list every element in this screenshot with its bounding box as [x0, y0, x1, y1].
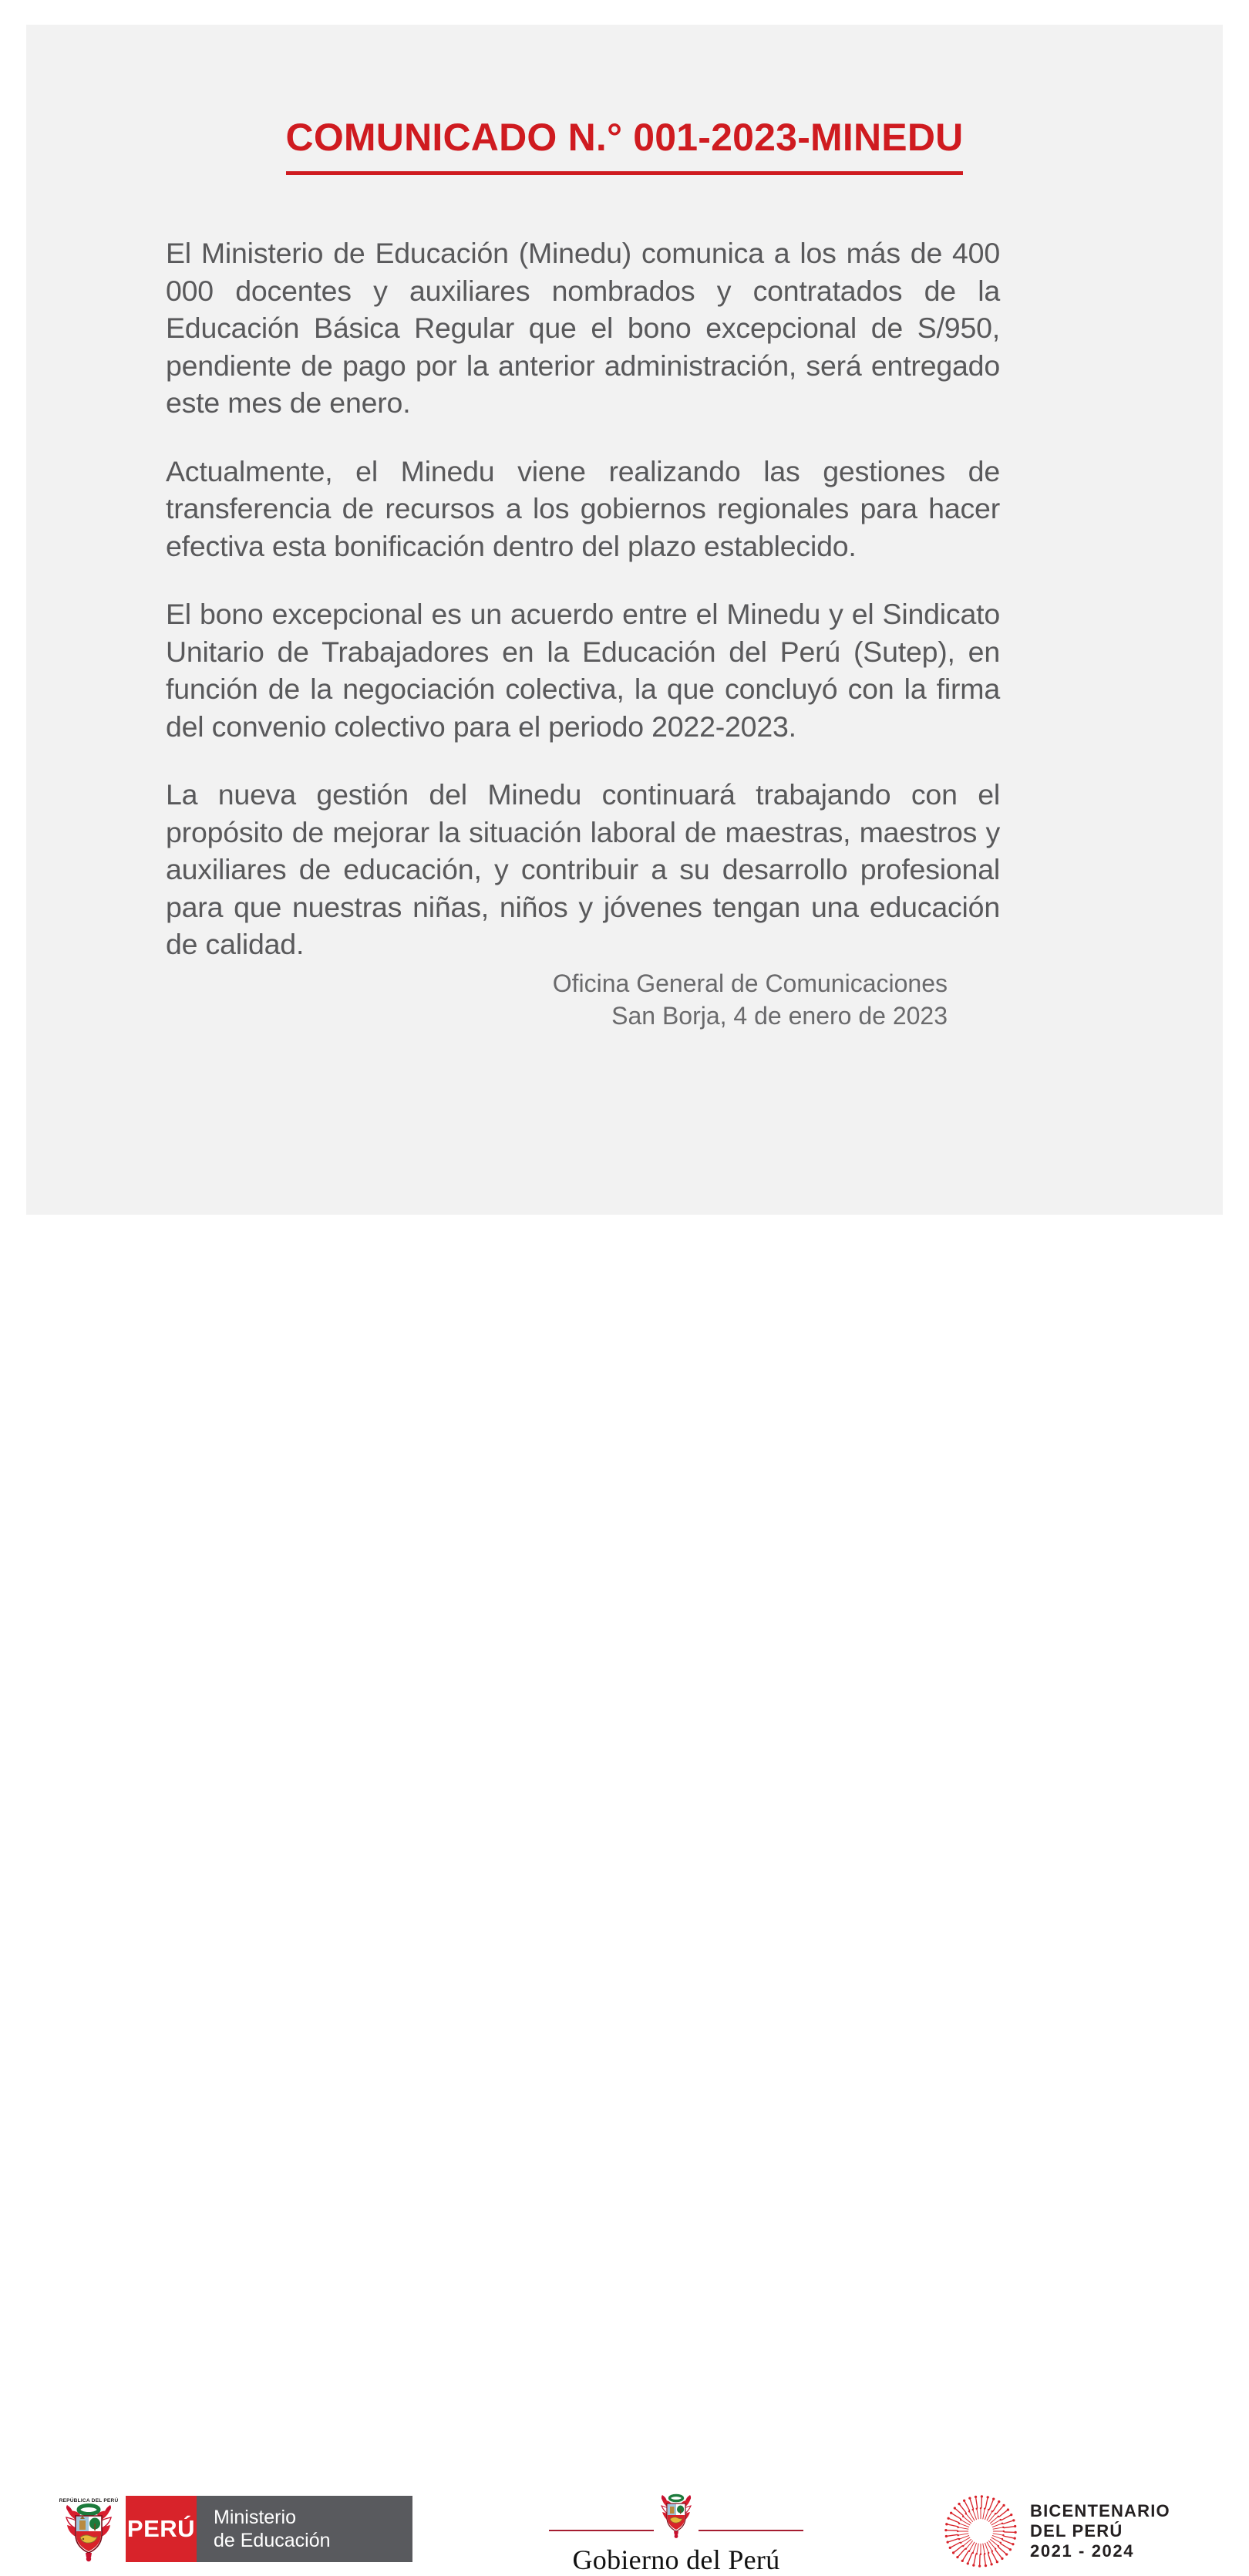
paragraph-2: Actualmente, el Minedu viene realizando las gestiones de transferencia de recursos a los gobiernos regionales para hacer efectiva esta bonificación dentro del plazo establecido.	[166, 453, 1000, 565]
paragraph-4: La nueva gestión del Minedu continuará trabajando con el propósito de mejorar la situación laboral de maestras, maestros y auxiliares de educación, y contribuir a su desarrollo profesional para que nuestras niñas, niños y jóvenes tengan una educación de calidad.	[166, 776, 1000, 963]
svg-text:REPÚBLICA DEL PERÚ: REPÚBLICA DEL PERÚ	[59, 2497, 119, 2504]
minedu-logo	[60, 2496, 412, 2562]
bicentenario-line-2: DEL PERÚ	[1030, 2521, 1170, 2541]
ministry-label	[197, 2496, 412, 2562]
communique-card	[26, 25, 1223, 1215]
peru-label: PERÚ	[126, 2496, 197, 2562]
signature-place-date: San Borja, 4 de enero de 2023	[408, 1000, 948, 1032]
bicentenario-line-3: 2021 - 2024	[1030, 2541, 1170, 2561]
peru-coat-of-arms-icon	[60, 2496, 117, 2562]
paragraph-1: El Ministerio de Educación (Minedu) comunica a los más de 400 000 docentes y auxiliares nombrados y contratados de la Educación Básica Regular que el bono excepcional de S/950, pendiente de pago por la anterior administración, será entregado este mes de enero.	[166, 234, 1000, 422]
paragraph-3: El bono excepcional es un acuerdo entre el Minedu y el Sindicato Unitario de Trabajadores en la Educación del Perú (Sutep), en función de la negociación colectiva, la que concluyó con la firma del convenio colectivo para el periodo 2022-2023.	[166, 595, 1000, 745]
peru-coat-of-arms-icon-small	[654, 2491, 699, 2539]
bicentenario-logo	[944, 2494, 1170, 2568]
bicentenario-label	[1030, 2501, 1170, 2561]
bicentenario-sunburst-icon	[944, 2494, 1018, 2568]
bicentenario-line-1: BICENTENARIO	[1030, 2501, 1170, 2521]
gobierno-crest-row	[549, 2491, 803, 2539]
footer-bar	[0, 1231, 1249, 1384]
gobierno-del-peru-logo	[549, 2491, 803, 2576]
body-block	[166, 234, 1000, 963]
gobierno-label: Gobierno del Perú	[549, 2544, 803, 2576]
ministry-line-1: Ministerio	[214, 2506, 412, 2529]
signature-block	[408, 967, 948, 1032]
ministry-line-2: de Educación	[214, 2529, 412, 2552]
signature-office: Oficina General de Comunicaciones	[408, 967, 948, 1000]
title-block	[26, 116, 1223, 175]
page-title: COMUNICADO N.° 001-2023-MINEDU	[286, 116, 964, 175]
